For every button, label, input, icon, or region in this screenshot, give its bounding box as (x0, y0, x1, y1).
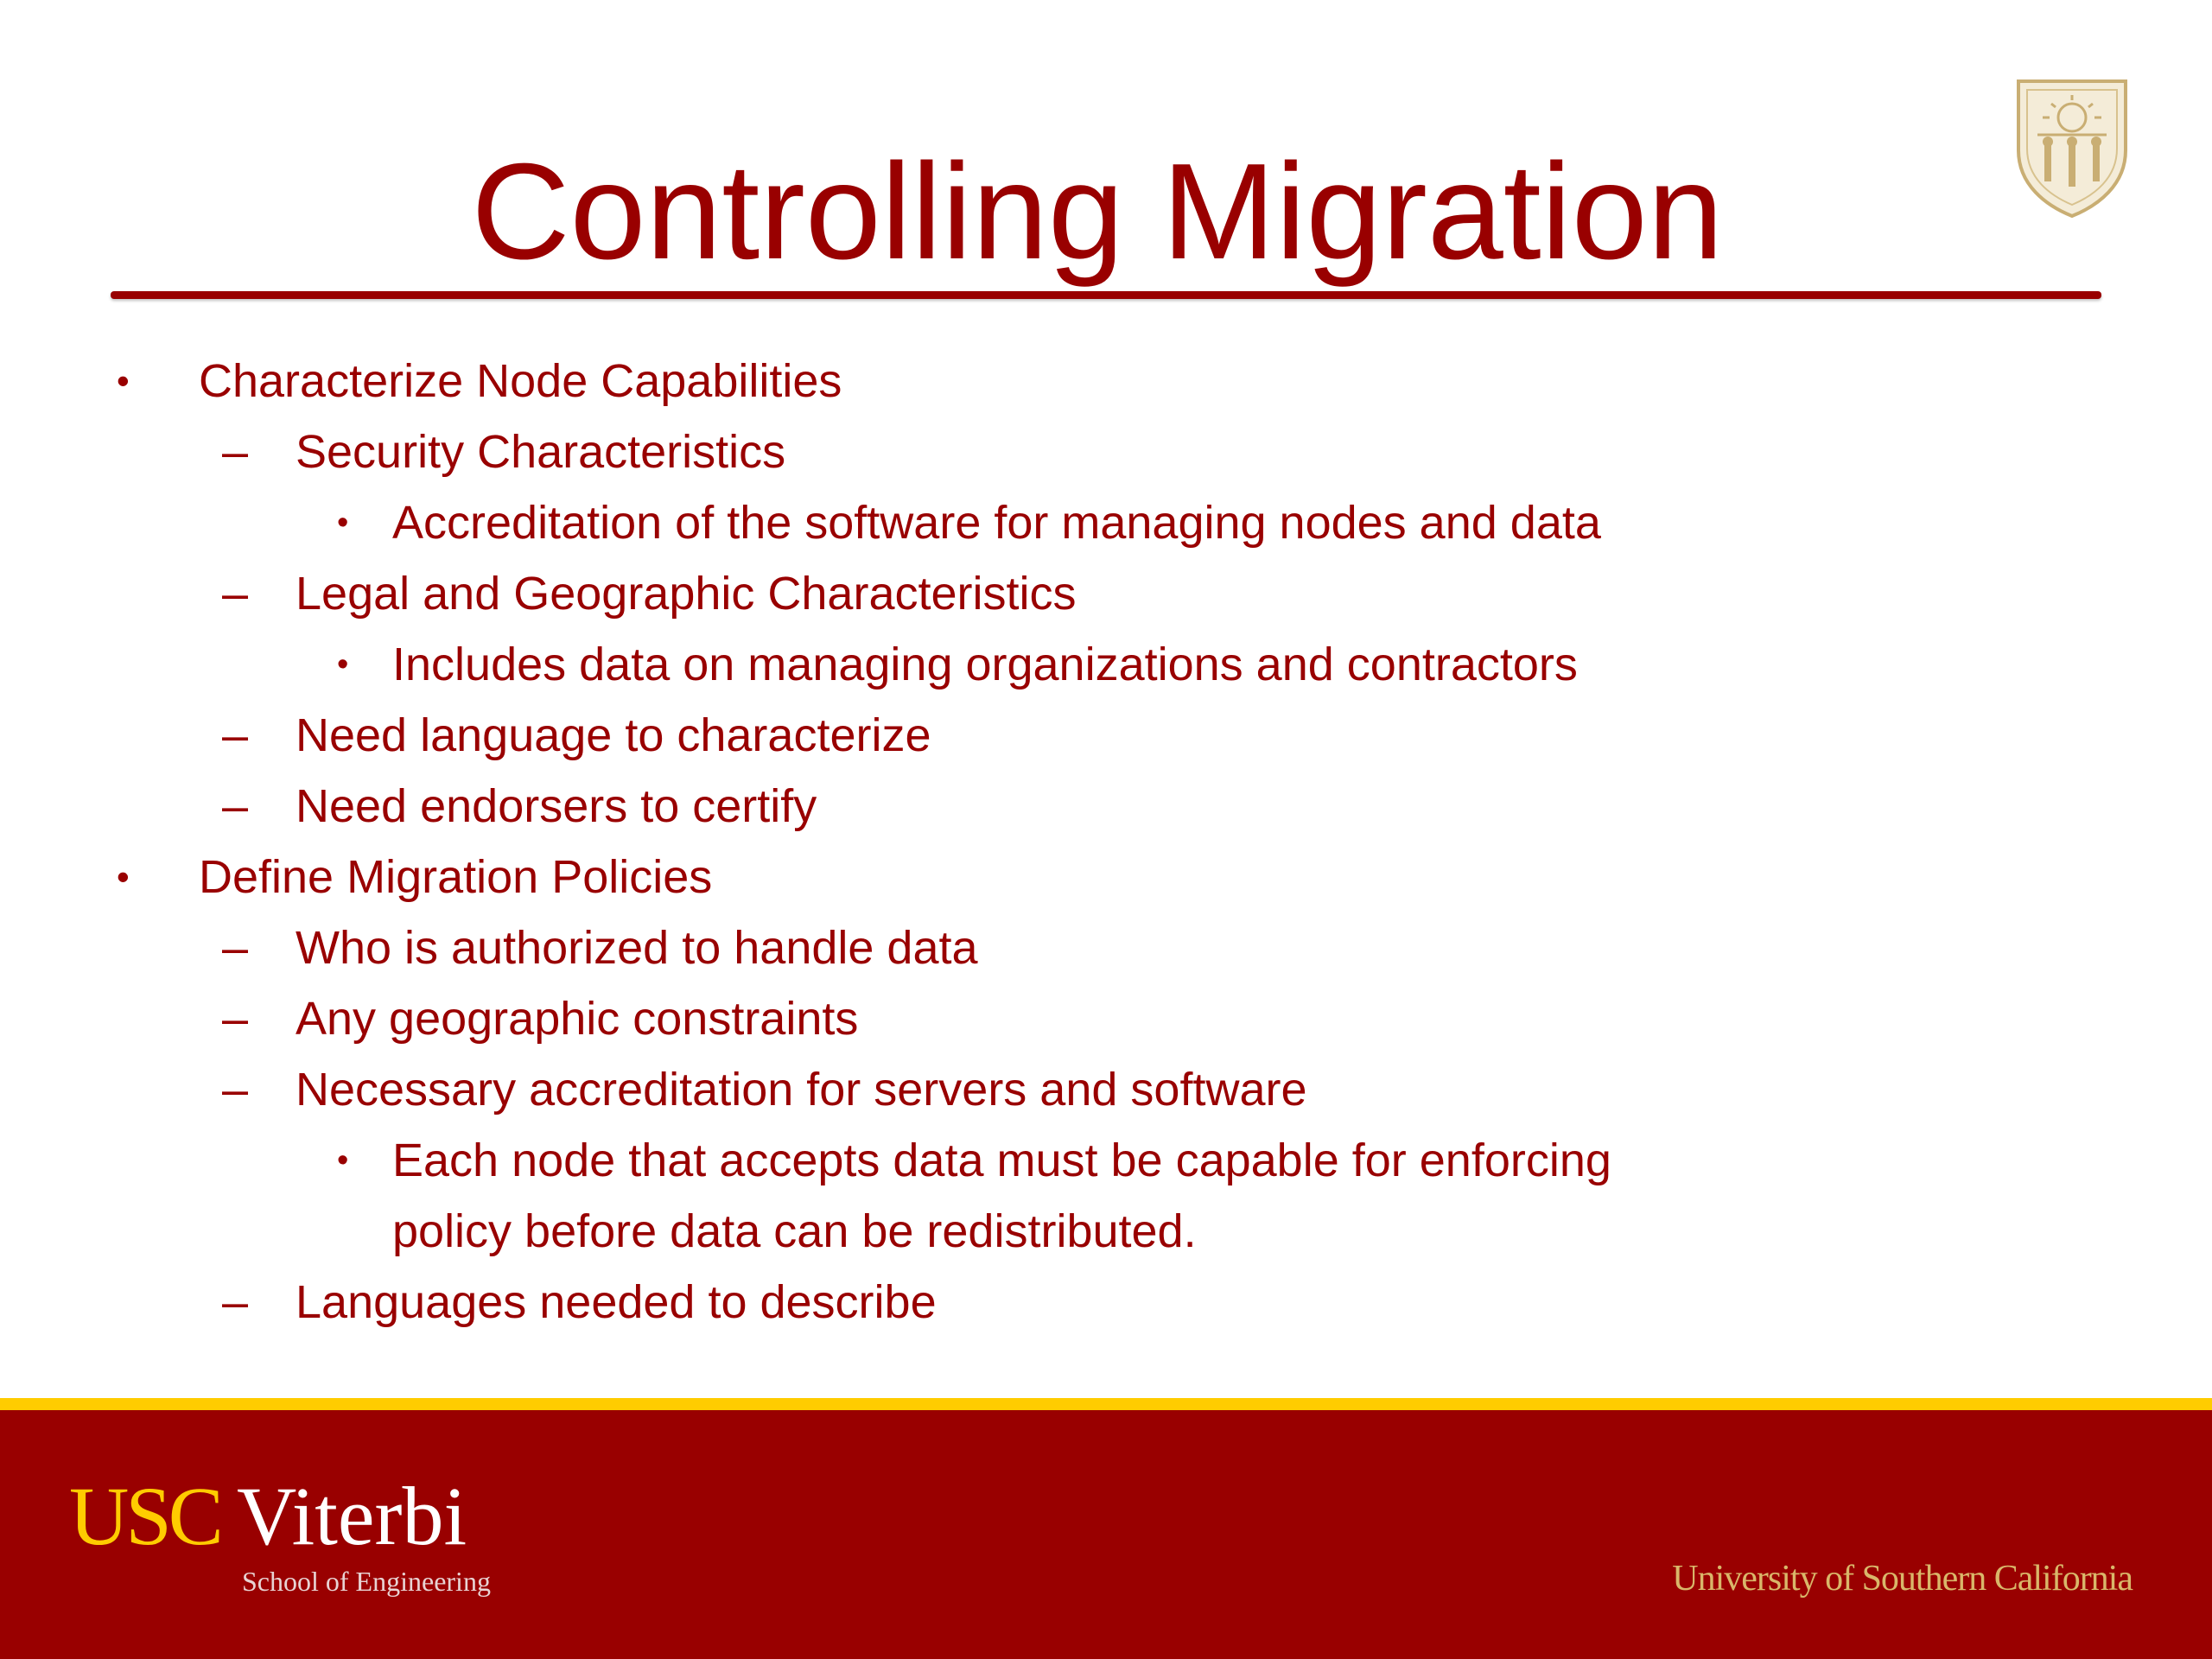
bullet-text-level-1: Define Migration Policies (199, 851, 713, 903)
bullet-text-level-2: Security Characteristics (296, 426, 786, 478)
bullet-marker: – (222, 780, 249, 832)
bullet-marker: – (222, 568, 249, 620)
bullet-marker: – (222, 1276, 249, 1328)
university-name: University of Southern California (1672, 1559, 2133, 1599)
school-name: School of Engineering (242, 1566, 491, 1597)
usc-seal-icon (2012, 74, 2133, 221)
bullet-text-level-3: Each node that accepts data must be capable for enforcing (392, 1135, 1611, 1186)
bullet-marker: – (222, 993, 249, 1045)
bullet-marker: – (222, 426, 249, 478)
bullet-text-level-3: Accreditation of the software for managing nodes and data (392, 497, 1601, 549)
bullet-marker: • (117, 856, 130, 897)
bullet-marker: • (117, 360, 130, 401)
bullet-text-level-2: Need endorsers to certify (296, 780, 817, 832)
bullet-text-level-2: Need language to characterize (296, 709, 931, 761)
bullet-text-level-1: Characterize Node Capabilities (199, 355, 842, 407)
viterbi-logo-text: Viterbi (237, 1470, 467, 1562)
bullet-text-level-3: policy before data can be redistributed. (392, 1205, 1197, 1257)
bullet-marker: – (222, 922, 249, 974)
bullet-text-level-2: Languages needed to describe (296, 1276, 937, 1328)
bullet-marker: • (337, 505, 349, 541)
bullet-text-level-2: Any geographic constraints (296, 993, 859, 1045)
bullet-marker: • (337, 1142, 349, 1179)
footer-gold-stripe (0, 1398, 2212, 1410)
bullet-text-level-3: Includes data on managing organizations and contractors (392, 639, 1578, 690)
bullet-marker: – (222, 709, 249, 761)
bullet-text-level-2: Legal and Geographic Characteristics (296, 568, 1077, 620)
bullet-marker: • (337, 646, 349, 683)
usc-logo-text: USC (69, 1470, 220, 1562)
bullet-text-level-2: Necessary accreditation for servers and software (296, 1064, 1307, 1116)
bullet-marker: – (222, 1064, 249, 1116)
bullet-text-level-2: Who is authorized to handle data (296, 922, 978, 974)
slide-title: Controlling Migration (471, 136, 1724, 288)
title-underline (111, 291, 2101, 299)
